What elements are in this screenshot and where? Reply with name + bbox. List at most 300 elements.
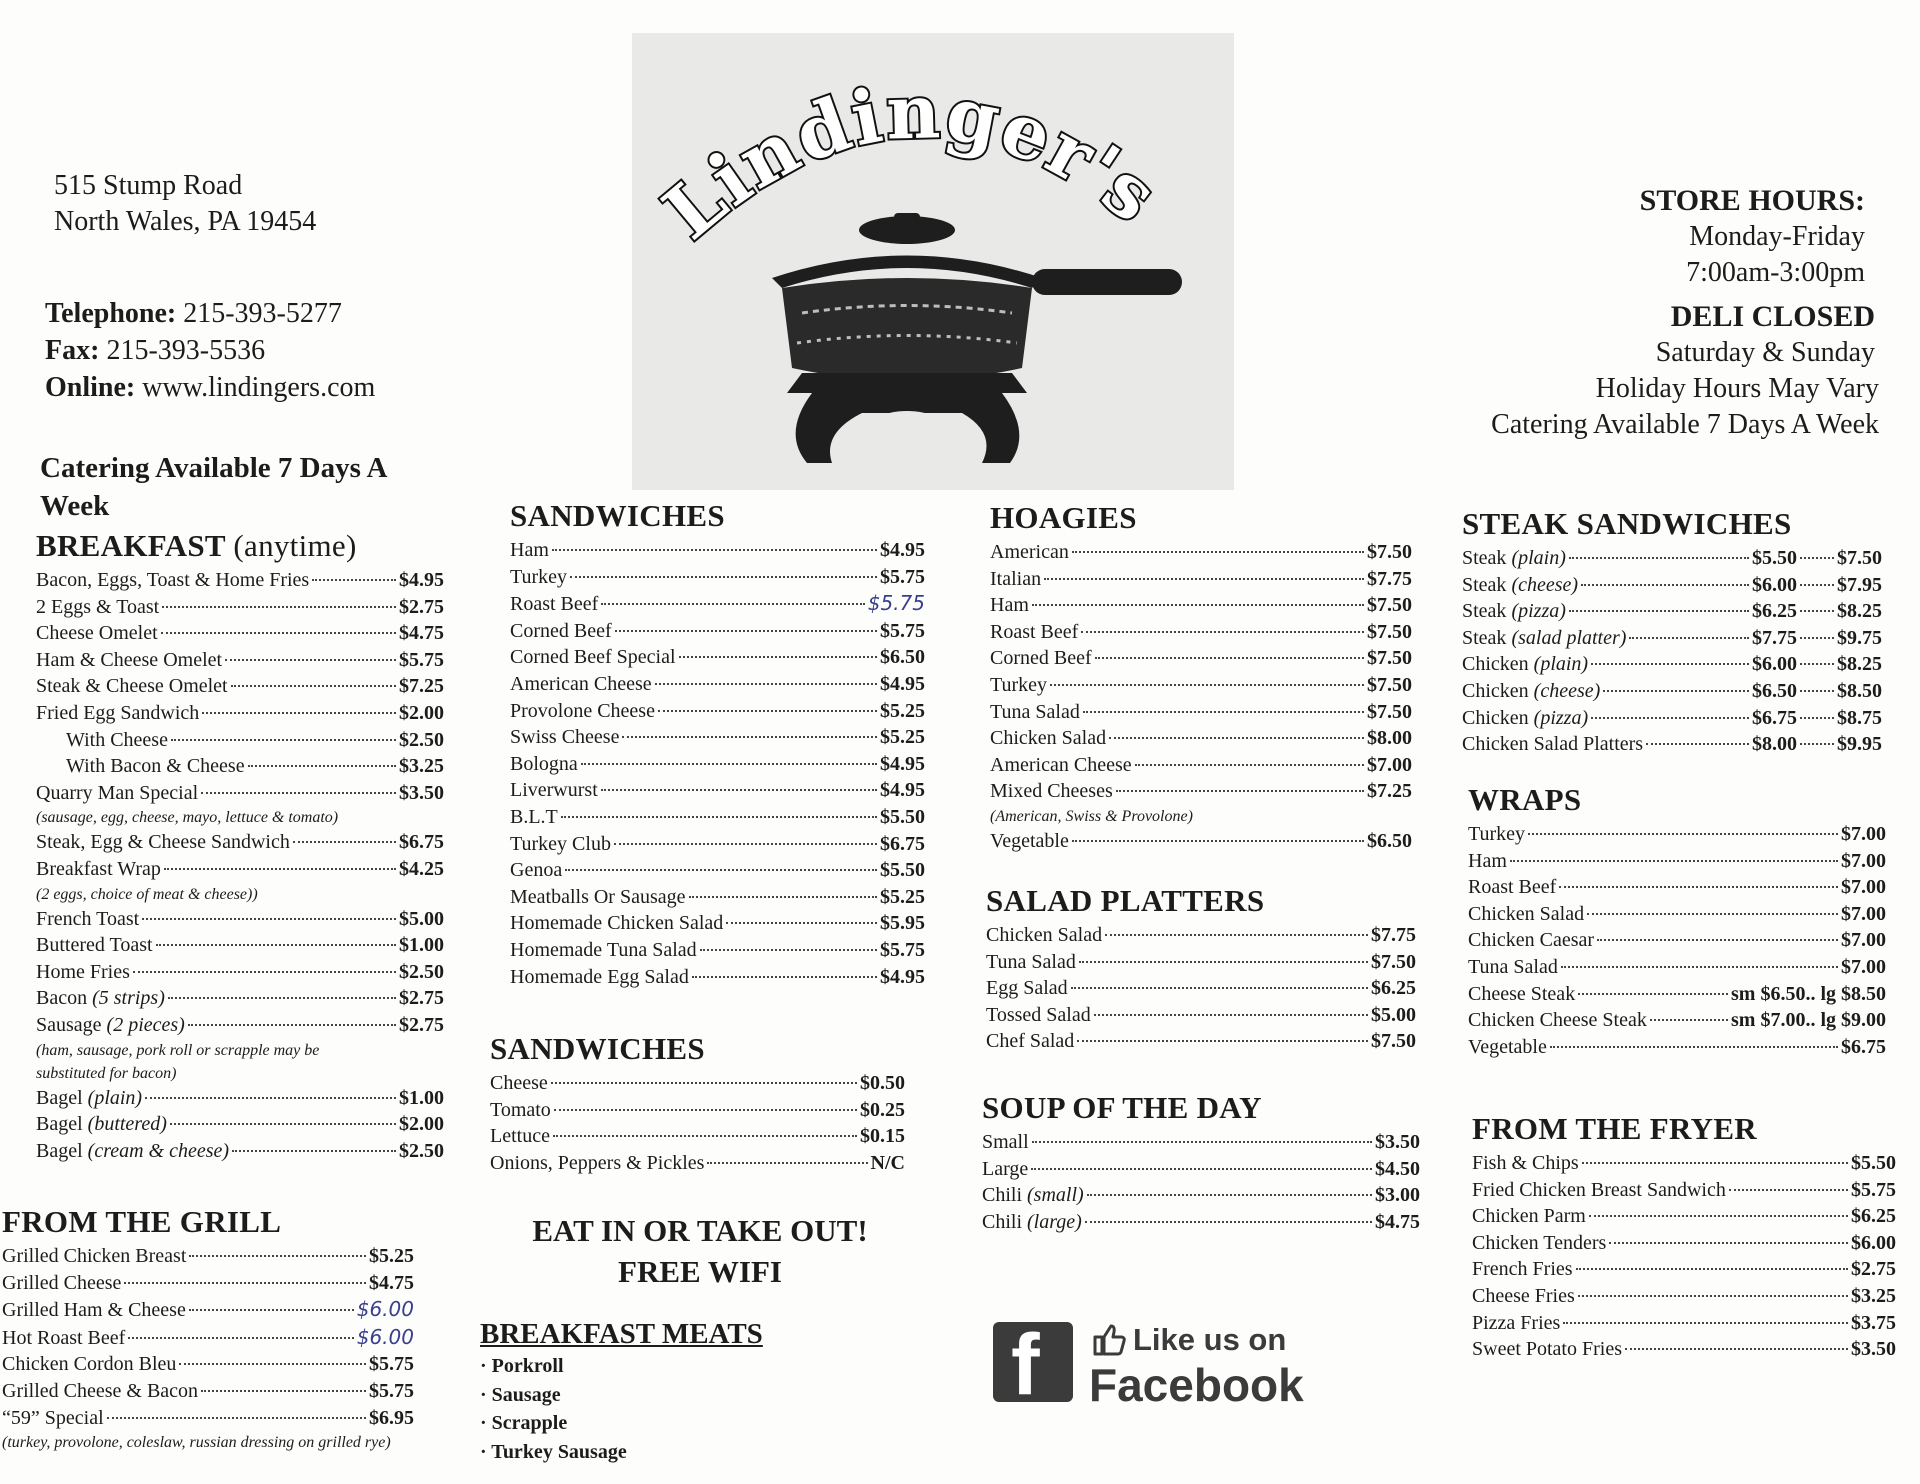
menu-item-name xyxy=(36,985,165,1012)
menu-item xyxy=(1462,598,1882,625)
menu-item-price: $7.50 xyxy=(1367,700,1412,723)
menu-item-name-text: Cheese xyxy=(490,1072,548,1094)
menu-item-price: $5.25 xyxy=(880,699,925,722)
menu-item-name-text: Bologna xyxy=(510,752,578,775)
menu-item xyxy=(986,975,1416,1002)
menu-item xyxy=(982,1182,1420,1209)
menu-item-name-text: Buttered Toast xyxy=(36,934,153,957)
menu-item-price: $2.50 xyxy=(399,960,444,983)
hoagies-section xyxy=(990,499,1412,855)
menu-item-price: $6.75 xyxy=(1752,706,1797,729)
breakfast-meat-item: · Porkroll xyxy=(480,1355,564,1377)
menu-item-price: $7.50 xyxy=(1367,594,1412,617)
menu-item-name xyxy=(1468,821,1525,848)
menu-item-price: $2.00 xyxy=(399,1113,444,1136)
menu-item-name xyxy=(36,959,130,986)
menu-item-note: (turkey, provolone, coleslaw, russian dressing on grilled rye) xyxy=(2,1434,391,1452)
menu-item-qualifier: (salad platter) xyxy=(1511,626,1627,649)
menu-item xyxy=(1472,1310,1896,1337)
menu-item-price: $2.75 xyxy=(1851,1258,1896,1281)
dot-leader xyxy=(1072,551,1364,553)
menu-item-name xyxy=(2,1351,176,1378)
menu-item xyxy=(1468,874,1886,901)
menu-item-name xyxy=(1472,1177,1726,1204)
dot-leader xyxy=(1116,790,1364,792)
menu-item-name xyxy=(982,1129,1029,1156)
menu-item xyxy=(1462,651,1882,678)
dot-leader xyxy=(581,763,877,765)
menu-item xyxy=(510,724,925,751)
menu-item-price: $0.15 xyxy=(860,1125,905,1148)
logo-artwork xyxy=(632,33,1234,490)
chafing-dish-icon xyxy=(772,213,1182,463)
menu-item-qualifier: (cheese) xyxy=(1533,679,1601,702)
breakfast-meat-item: · Scrapple xyxy=(480,1412,568,1434)
menu-item-name xyxy=(66,727,168,754)
menu-item-name-text: Turkey xyxy=(1468,823,1526,845)
menu-item-name-text: Small xyxy=(982,1131,1029,1153)
menu-item-name xyxy=(510,724,619,751)
store-hours-days: Monday-Friday xyxy=(1689,221,1865,252)
menu-item-name-text: Tuna Salad xyxy=(990,700,1080,723)
menu-item-name xyxy=(990,725,1106,752)
dot-leader xyxy=(1563,1322,1848,1324)
menu-item-name-text: Roast Beef xyxy=(990,620,1079,643)
dot-leader xyxy=(1800,690,1834,692)
dot-leader xyxy=(1050,684,1364,686)
dot-leader xyxy=(1578,993,1728,995)
dot-leader xyxy=(202,712,396,714)
menu-item-price: $4.75 xyxy=(369,1271,414,1294)
menu-item xyxy=(510,751,925,778)
menu-item-name xyxy=(990,566,1041,593)
menu-item-name xyxy=(36,594,159,621)
dot-leader xyxy=(1550,1046,1838,1048)
eat-in-notice xyxy=(480,1210,920,1292)
menu-item-note: (American, Swiss & Provolone) xyxy=(990,807,1193,825)
menu-item-name-text: Turkey Club xyxy=(510,832,611,855)
dot-leader xyxy=(164,868,396,870)
menu-item-price: $6.25 xyxy=(1851,1205,1896,1228)
dot-leader xyxy=(156,944,396,946)
menu-item-name-text: Roast Beef xyxy=(510,593,599,616)
address-block xyxy=(54,168,316,240)
steak-sandwiches-section xyxy=(1462,505,1882,758)
dot-leader xyxy=(168,997,396,999)
menu-item-name-text: Tossed Salad xyxy=(986,1003,1091,1026)
breakfast-meat-item: · Sausage xyxy=(480,1383,561,1406)
menu-item-name-text: Pizza Fries xyxy=(1472,1311,1561,1334)
menu-item-price: $7.00 xyxy=(1841,849,1886,872)
menu-item xyxy=(1462,572,1882,599)
menu-item-price: $5.75 xyxy=(880,565,925,588)
menu-item-price: $0.50 xyxy=(860,1072,905,1094)
dot-leader xyxy=(554,1109,857,1111)
menu-item-price: $3.75 xyxy=(1851,1311,1896,1334)
menu-item-name-text: Chili xyxy=(982,1210,1023,1233)
menu-item xyxy=(36,829,444,856)
soup-list xyxy=(982,1129,1420,1235)
menu-item xyxy=(510,777,925,804)
menu-item xyxy=(510,671,925,698)
menu-item xyxy=(36,780,444,807)
menu-item xyxy=(990,828,1412,855)
facebook-like-text: Like us on xyxy=(1133,1322,1287,1357)
menu-item xyxy=(990,619,1412,646)
menu-item-price-large: $8.50 xyxy=(1837,679,1882,702)
menu-item-name-text: Steak & Cheese Omelet xyxy=(36,675,228,698)
menu-item xyxy=(36,985,444,1012)
menu-item-name xyxy=(510,644,676,671)
facebook-name: Facebook xyxy=(1089,1359,1304,1411)
menu-item xyxy=(36,1138,444,1165)
menu-item-name xyxy=(1468,927,1594,954)
menu-item-price: $6.95 xyxy=(369,1406,414,1429)
breakfast-title-text: BREAKFAST xyxy=(36,528,226,563)
menu-item-name xyxy=(2,1405,104,1432)
menu-item xyxy=(2,1378,414,1405)
menu-item-name-text: “59” Special xyxy=(2,1406,104,1429)
dot-leader xyxy=(171,739,396,741)
menu-item xyxy=(2,1324,414,1352)
wraps-title: WRAPS xyxy=(1468,782,1582,817)
menu-item-qualifier: (plain) xyxy=(1533,653,1589,676)
menu-item-name xyxy=(990,699,1080,726)
menu-item-name-text: 2 Eggs & Toast xyxy=(36,595,160,618)
menu-item-price-large: $9.75 xyxy=(1837,626,1882,649)
menu-item-name xyxy=(1468,1034,1547,1061)
menu-item-price: $2.75 xyxy=(399,1013,444,1036)
menu-item-note: (ham, sausage, pork roll or scrapple may be xyxy=(36,1041,320,1059)
menu-item xyxy=(1472,1283,1896,1310)
menu-item-name-text: Grilled Cheese xyxy=(2,1271,122,1294)
menu-item-price: $3.25 xyxy=(399,755,444,778)
menu-item-price: $6.50 xyxy=(880,646,925,669)
menu-item-price: $7.00 xyxy=(1841,876,1886,899)
menu-item-price: $6.00 xyxy=(1752,653,1797,676)
menu-item-name xyxy=(510,831,611,858)
dot-leader xyxy=(1576,1268,1848,1270)
dot-leader xyxy=(565,869,877,871)
dot-leader xyxy=(128,1337,353,1339)
menu-item-qualifier: (cheese) xyxy=(1511,573,1579,596)
menu-item-name-text: Chicken xyxy=(1462,706,1529,729)
dot-leader xyxy=(1105,934,1368,936)
dot-leader xyxy=(1800,584,1834,586)
menu-item-price: N/C xyxy=(870,1151,905,1174)
dot-leader xyxy=(142,918,396,920)
dot-leader xyxy=(1597,939,1838,941)
menu-item xyxy=(1468,927,1886,954)
fax-number: 215-393-5536 xyxy=(106,335,266,366)
dot-leader xyxy=(655,683,877,685)
menu-item-price: $4.25 xyxy=(399,857,444,880)
dot-leader xyxy=(1031,1168,1372,1170)
menu-item xyxy=(986,949,1416,976)
menu-item-name-text: Chicken Caesar xyxy=(1468,929,1595,952)
address-line-1: 515 Stump Road xyxy=(54,170,243,201)
menu-item-price-large: $8.75 xyxy=(1837,706,1882,729)
menu-item-name-text: Corned Beef Special xyxy=(510,646,676,669)
dot-leader xyxy=(700,949,877,951)
breakfast-meats-title: BREAKFAST MEATS xyxy=(480,1318,763,1350)
menu-item-name xyxy=(1462,731,1643,758)
menu-item-name-text: Provolone Cheese xyxy=(510,699,655,722)
menu-item-price: $5.75 xyxy=(867,591,925,616)
menu-item-name-text: With Cheese xyxy=(66,728,168,751)
menu-item-price-large: $7.50 xyxy=(1837,547,1882,569)
menu-item-price: sm $6.50.. lg $8.50 xyxy=(1731,982,1886,1005)
dot-leader xyxy=(1032,604,1364,606)
menu-item xyxy=(2,1243,414,1270)
facebook-f-glyph: f xyxy=(1011,1317,1040,1413)
menu-item xyxy=(36,932,444,959)
menu-item-name xyxy=(986,922,1102,949)
menu-item-qualifier: (5 strips) xyxy=(92,987,165,1010)
dot-leader xyxy=(1800,610,1834,612)
menu-item-name xyxy=(982,1156,1028,1183)
menu-item xyxy=(990,566,1412,593)
menu-item-price: $7.75 xyxy=(1371,924,1416,946)
menu-item-name-text: Homemade Chicken Salad xyxy=(510,912,724,935)
menu-item xyxy=(510,618,925,645)
menu-item-name xyxy=(36,1085,142,1112)
menu-item-price: $6.00 xyxy=(356,1297,414,1322)
dot-leader xyxy=(1072,840,1364,842)
menu-item-name xyxy=(990,592,1029,619)
menu-item xyxy=(36,620,444,647)
fryer-title: FROM THE FRYER xyxy=(1472,1111,1757,1146)
menu-item-name-text: Hot Roast Beef xyxy=(2,1326,126,1349)
menu-item xyxy=(1462,625,1882,652)
menu-item-price: $4.95 xyxy=(880,752,925,775)
menu-item-price: $5.25 xyxy=(880,885,925,908)
menu-item-price: $1.00 xyxy=(399,934,444,957)
menu-item xyxy=(1472,1336,1896,1363)
breakfast-meat-item: · Turkey Sausage xyxy=(480,1440,627,1463)
fryer-section xyxy=(1472,1110,1896,1363)
menu-item-name-text: Bagel xyxy=(36,1086,83,1109)
menu-item-price: $5.00 xyxy=(1371,1003,1416,1026)
menu-item-name-text: Steak xyxy=(1462,573,1507,596)
dot-leader xyxy=(707,1162,867,1164)
menu-item-name xyxy=(36,567,309,594)
dot-leader xyxy=(1085,1221,1372,1223)
menu-item-price: $6.75 xyxy=(880,832,925,855)
menu-item xyxy=(510,884,925,911)
menu-item-name xyxy=(2,1325,125,1352)
menu-item-name xyxy=(490,1123,550,1150)
menu-item-name xyxy=(510,751,578,778)
menu-item-qualifier: (cream & cheese) xyxy=(87,1139,230,1162)
menu-item-price: $5.25 xyxy=(880,726,925,749)
menu-item-price: $4.95 xyxy=(880,965,925,988)
menu-item xyxy=(1462,705,1882,732)
store-hours-title: STORE HOURS: xyxy=(1639,184,1865,217)
menu-item-name xyxy=(1472,1230,1606,1257)
dot-leader xyxy=(1087,1194,1372,1196)
dot-leader xyxy=(561,816,877,818)
menu-item xyxy=(36,959,444,986)
menu-item-name-text: Sausage xyxy=(36,1013,102,1036)
dot-leader xyxy=(1071,987,1368,989)
menu-item-price: $5.75 xyxy=(1851,1178,1896,1201)
menu-item-price: $6.00 xyxy=(1752,573,1797,596)
menu-item-name xyxy=(990,752,1132,779)
menu-item-name xyxy=(1472,1283,1575,1310)
menu-item-price: $7.25 xyxy=(399,675,444,698)
menu-item-price: $0.25 xyxy=(860,1098,905,1121)
dot-leader xyxy=(689,896,877,898)
breakfast-title-suffix: (anytime) xyxy=(233,528,357,563)
menu-item-name-text: Homemade Tuna Salad xyxy=(510,938,697,961)
menu-item-name xyxy=(1462,705,1588,732)
menu-item-name xyxy=(510,537,549,564)
grill-list xyxy=(2,1243,414,1454)
holiday-hours-note: Holiday Hours May Vary xyxy=(1595,373,1879,404)
menu-item-price: sm $7.00.. lg $9.00 xyxy=(1731,1009,1886,1032)
menu-item-name xyxy=(1468,1007,1647,1034)
menu-item-name xyxy=(982,1182,1084,1209)
menu-item-name-text: Bacon, Eggs, Toast & Home Fries xyxy=(36,569,310,591)
menu-item-name-text: Chicken Salad Platters xyxy=(1462,733,1644,756)
dot-leader xyxy=(179,1363,366,1365)
catering-left-line-2: Week xyxy=(40,490,110,522)
breakfast-meats-section xyxy=(480,1316,800,1466)
menu-item-name xyxy=(36,620,158,647)
menu-item-name-text: Genoa xyxy=(510,859,563,882)
menu-item-name-text: French Fries xyxy=(1472,1258,1573,1281)
dot-leader xyxy=(201,1390,366,1392)
wraps-list xyxy=(1468,821,1886,1060)
menu-item-name xyxy=(1468,874,1556,901)
menu-item xyxy=(490,1070,905,1097)
dot-leader xyxy=(1094,1014,1368,1016)
menu-item-name-text: Breakfast Wrap xyxy=(36,857,161,880)
menu-item xyxy=(510,937,925,964)
menu-item-name xyxy=(36,1012,185,1039)
dot-leader xyxy=(170,1123,396,1125)
menu-item xyxy=(2,1405,414,1432)
menu-item-name xyxy=(990,672,1047,699)
breakfast-meats-list xyxy=(480,1352,800,1466)
hoagies-title: HOAGIES xyxy=(990,500,1137,535)
soup-title: SOUP OF THE DAY xyxy=(982,1090,1262,1125)
menu-item-name-text: Cheese Steak xyxy=(1468,982,1576,1005)
menu-item-price: $3.50 xyxy=(1375,1131,1420,1153)
dot-leader xyxy=(1589,1215,1848,1217)
fax-label: Fax: xyxy=(45,335,100,366)
menu-item-name-text: Chicken Cordon Bleu xyxy=(2,1353,177,1376)
menu-item xyxy=(986,1002,1416,1029)
menu-item-price: $1.00 xyxy=(399,1086,444,1109)
menu-item-name xyxy=(1462,545,1566,572)
menu-item-name-text: Italian xyxy=(990,567,1042,590)
menu-item xyxy=(510,964,925,991)
menu-item-price: $5.75 xyxy=(880,619,925,642)
telephone-row xyxy=(45,295,375,332)
menu-item-price: $4.95 xyxy=(399,569,444,591)
online-label: Online: xyxy=(45,372,136,403)
menu-item-price: $2.00 xyxy=(399,701,444,724)
hoagies-list xyxy=(990,539,1412,855)
menu-item-price: $7.50 xyxy=(1367,673,1412,696)
menu-item-name-text: Liverwurst xyxy=(510,779,598,802)
sandwich-extras-list xyxy=(490,1070,905,1176)
menu-item-name-text: Turkey xyxy=(990,673,1048,696)
menu-item-name xyxy=(2,1243,186,1270)
menu-item xyxy=(36,647,444,674)
breakfast-title xyxy=(36,527,444,565)
menu-item xyxy=(1462,731,1882,758)
dot-leader xyxy=(551,1082,857,1084)
menu-item-name-text: Vegetable xyxy=(990,829,1069,852)
dot-leader xyxy=(201,792,396,794)
menu-item-price: $5.75 xyxy=(369,1353,414,1376)
menu-item-price: $7.50 xyxy=(1367,647,1412,670)
menu-item-name xyxy=(490,1097,551,1124)
menu-item-price: $6.00 xyxy=(356,1324,414,1349)
dot-leader xyxy=(1800,717,1834,719)
dot-leader xyxy=(1729,1189,1848,1191)
free-wifi-line: FREE WIFI xyxy=(618,1254,782,1289)
menu-item-name-text: Ham xyxy=(1468,849,1507,872)
dot-leader xyxy=(1582,1162,1848,1164)
menu-item-name xyxy=(36,1138,229,1165)
dot-leader xyxy=(1650,1019,1728,1021)
dot-leader xyxy=(1800,637,1834,639)
menu-item-price-large: $8.25 xyxy=(1837,600,1882,623)
menu-item-name-text: Home Fries xyxy=(36,960,130,983)
menu-item-name xyxy=(1462,651,1588,678)
menu-item xyxy=(1472,1256,1896,1283)
dot-leader xyxy=(570,576,877,578)
website-link[interactable]: www.lindingers.com xyxy=(142,372,376,403)
dot-leader xyxy=(1561,966,1838,968)
menu-item xyxy=(36,1085,444,1112)
dot-leader xyxy=(1135,764,1364,766)
menu-item xyxy=(1468,981,1886,1008)
menu-item-price: $5.75 xyxy=(880,938,925,961)
menu-item-price: $4.95 xyxy=(880,779,925,802)
menu-item-price-large: $9.95 xyxy=(1837,733,1882,756)
store-hours-block xyxy=(1359,183,1879,443)
menu-item-price: $5.50 xyxy=(880,859,925,882)
menu-item-name-text: Lettuce xyxy=(490,1125,550,1148)
dot-leader xyxy=(1109,737,1364,739)
dot-leader xyxy=(145,1097,396,1099)
menu-item-price: $2.50 xyxy=(399,1139,444,1162)
dot-leader xyxy=(1569,610,1749,612)
soup-section xyxy=(982,1089,1420,1235)
menu-item-name-text: Roast Beef xyxy=(1468,876,1557,899)
menu-item-name xyxy=(36,1111,167,1138)
dot-leader xyxy=(1081,631,1364,633)
facebook-badge[interactable] xyxy=(993,1317,1313,1413)
menu-item-name xyxy=(36,906,139,933)
menu-item xyxy=(36,753,444,780)
sandwiches-list xyxy=(510,537,925,990)
telephone-number: 215-393-5277 xyxy=(183,298,342,329)
menu-item-name-text: Ham & Cheese Omelet xyxy=(36,648,223,671)
dot-leader xyxy=(1079,961,1368,963)
menu-item xyxy=(2,1351,414,1378)
breakfast-section xyxy=(36,527,444,1164)
menu-item-name-text: American xyxy=(990,541,1069,563)
menu-item-price: $6.50 xyxy=(1367,829,1412,852)
menu-item xyxy=(1468,848,1886,875)
menu-item-price: $6.75 xyxy=(399,831,444,854)
